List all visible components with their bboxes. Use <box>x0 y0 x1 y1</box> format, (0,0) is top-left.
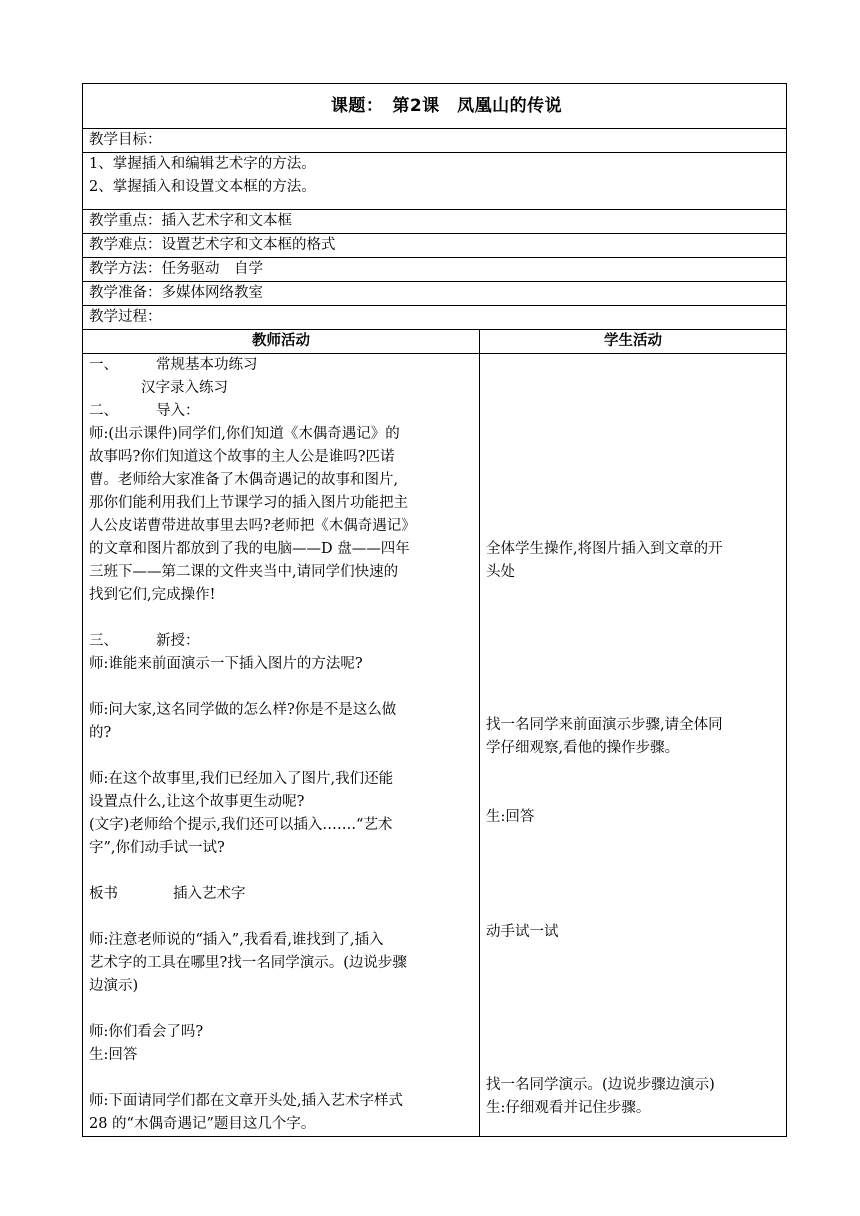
objectives-label: 教学目标： <box>83 129 787 153</box>
paragraph-line: 师:(出示课件)同学们,你们知道《木偶奇遇记》的 <box>89 426 400 442</box>
paragraph-line: (文字)老师给个提示,我们还可以插入…….“艺术 <box>89 817 393 833</box>
student-column-header: 学生活动 <box>480 330 787 354</box>
paragraph-line: 设置点什么,让这个故事更生动呢? <box>89 794 305 810</box>
activity-line: 生:仔细观看并记住步骤。 <box>486 1100 651 1116</box>
lesson-plan <box>82 83 786 1137</box>
paragraph-line: 人公皮诺曹带进故事里去吗?老师把《木偶奇遇记》 <box>89 518 416 534</box>
teacher-column-header: 教师活动 <box>83 330 480 354</box>
objective-item: 1、掌握插入和编辑艺术字的方法。 <box>89 156 316 172</box>
lesson-table <box>82 83 787 1137</box>
activity-line: 学仔细观察,看他的操作步骤。 <box>486 740 680 756</box>
paragraph-line: 师:谁能来前面演示一下插入图片的方法呢? <box>89 656 363 672</box>
student-activity <box>486 921 782 944</box>
activity-line: 全体学生操作,将图片插入到文章的开 <box>486 541 723 557</box>
preparation: 教学准备：多媒体网络教室 <box>83 282 787 306</box>
paragraph-line: 艺术字的工具在哪里?找一名同学演示。(边说步骤 <box>89 955 407 971</box>
paragraph-line: 28 的“木偶奇遇记”题目这几个字。 <box>89 1116 316 1132</box>
board-note: 板书 插入艺术字 <box>89 886 246 902</box>
student-activity <box>486 538 782 584</box>
paragraph-line: 师:你们看会了吗? <box>89 1024 204 1040</box>
process-label: 教学过程： <box>83 306 787 330</box>
paragraph-line: 师:在这个故事里,我们已经加入了图片,我们还能 <box>89 771 394 787</box>
activity-line: 头处 <box>486 564 515 580</box>
difficulty: 教学难点：设置艺术字和文本框的格式 <box>83 234 787 258</box>
paragraph-line: 三班下——第二课的文件夹当中,请同学们快速的 <box>89 564 399 580</box>
objective-item: 2、掌握插入和设置文本框的方法。 <box>89 179 316 195</box>
section-heading: 三、 新授： <box>89 633 200 649</box>
section-heading: 一、 常规基本功练习 <box>89 357 258 373</box>
student-activity <box>486 806 782 829</box>
method: 教学方法：任务驱动 自学 <box>83 258 787 282</box>
paragraph-line: 的? <box>89 725 112 741</box>
student-activity <box>486 1074 782 1120</box>
key-point: 教学重点：插入艺术字和文本框 <box>83 210 787 234</box>
paragraph-line: 字”,你们动手试一试? <box>89 840 225 856</box>
paragraph-line: 的文章和图片都放到了我的电脑——D 盘——四年 <box>89 541 410 557</box>
paragraph-line: 找到它们,完成操作! <box>89 587 216 603</box>
activity-line: 动手试一试 <box>486 924 559 940</box>
paragraph-line: 那你们能利用我们上节课学习的插入图片功能把主 <box>89 495 408 511</box>
paragraph-line: 边演示) <box>89 978 139 994</box>
student-activities <box>480 354 787 1137</box>
activity-line: 生:回答 <box>486 809 535 825</box>
student-activity <box>486 714 782 760</box>
paragraph-line: 生:回答 <box>89 1047 138 1063</box>
activity-line: 找一名同学演示。(边说步骤边演示) <box>486 1077 715 1093</box>
lesson-title: 课题： 第2课 凤凰山的传说 <box>83 84 787 129</box>
paragraph-line: 师:下面请同学们都在文章开头处,插入艺术字样式 <box>89 1093 403 1109</box>
paragraph-line: 师:问大家,这名同学做的怎么样?你是不是这么做 <box>89 702 397 718</box>
activity-line: 找一名同学来前面演示步骤,请全体同 <box>486 717 723 733</box>
paragraph-line: 师:注意老师说的“插入”,我看看,谁找到了,插入 <box>89 932 384 948</box>
section-heading: 二、 导入： <box>89 403 200 419</box>
section-sub: 汉字录入练习 <box>141 380 228 396</box>
paragraph-line: 曹。老师给大家准备了木偶奇遇记的故事和图片, <box>89 472 399 488</box>
objectives-list <box>83 153 787 210</box>
paragraph-line: 故事吗?你们知道这个故事的主人公是谁吗?匹诺 <box>89 449 395 465</box>
teacher-activities <box>83 354 480 1137</box>
